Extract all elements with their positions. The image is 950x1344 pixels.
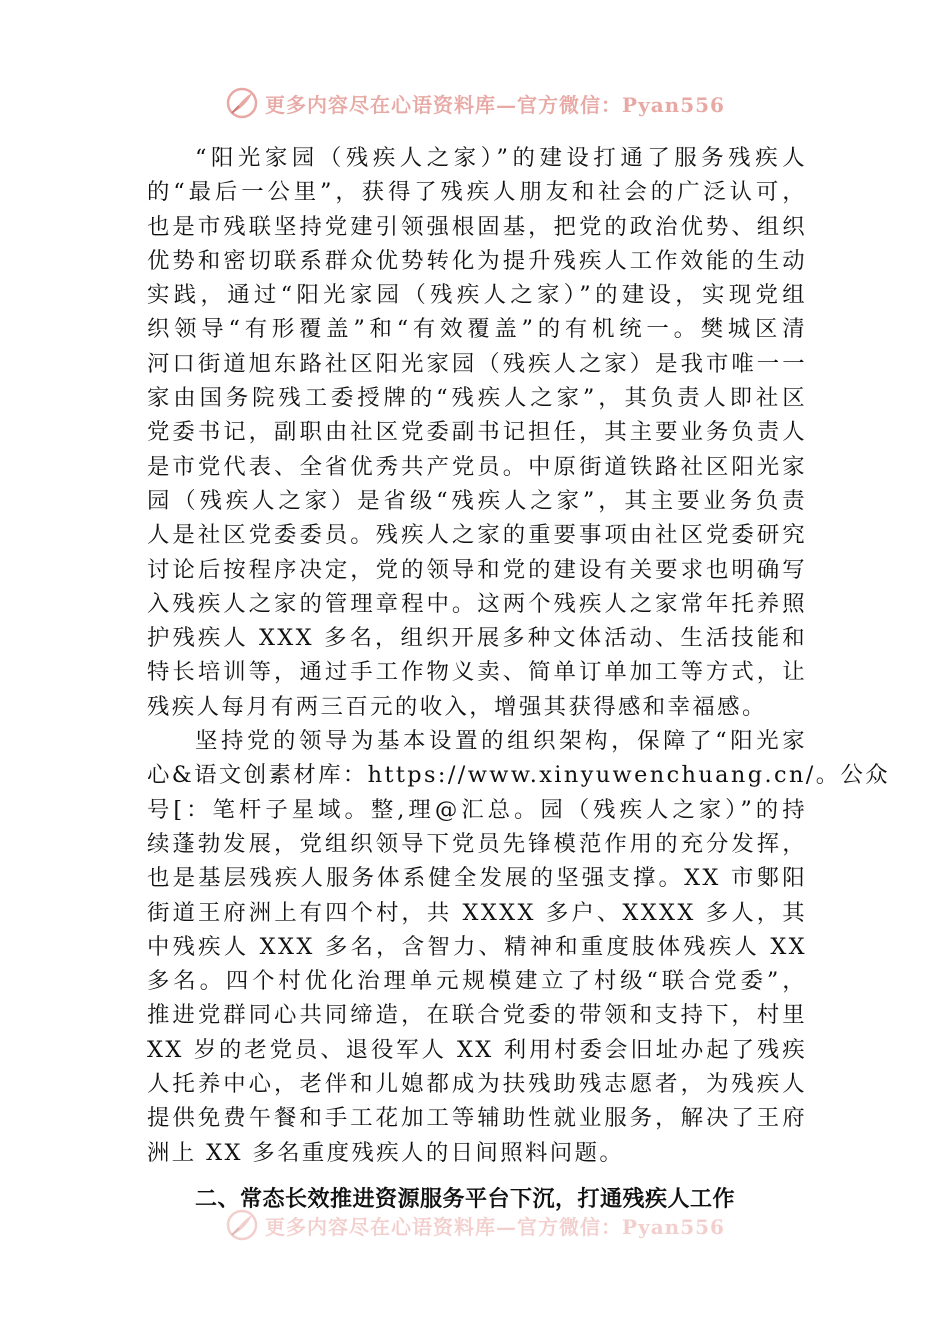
text-line: 多名。四个村优化治理单元规模建立了村级“联合党委”， <box>147 968 807 995</box>
text-line: 实践，通过“阳光家园（残疾人之家）”的建设，实现党组 <box>147 282 807 309</box>
text-line: 的“最后一公里”，获得了残疾人朋友和社会的广泛认可， <box>147 179 807 206</box>
text-line: 织领导“有形覆盖”和“有效覆盖”的有机统一。樊城区清 <box>147 316 807 343</box>
paragraph-2 <box>147 724 891 1170</box>
text-line: 是市党代表、全省优秀共产党员。中原街道铁路社区阳光家 <box>147 453 807 480</box>
text-line: 人托养中心，老伴和儿媳都成为扶残助残志愿者，为残疾人 <box>147 1071 807 1098</box>
text-line: 心&语文创素材库：https://www.xinyuwenchuang.cn/。公众 <box>147 762 891 789</box>
watermark-text: 更多内容尽在心语资料库—官方微信：Pyan556 <box>265 92 725 117</box>
text-line: 护残疾人 XXX 多名，组织开展多种文体活动、生活技能和 <box>147 625 807 652</box>
text-line: XX 岁的老党员、退役军人 XX 利用村委会旧址办起了残疾 <box>147 1036 807 1063</box>
text-line: 续蓬勃发展，党组织领导下党员先锋模范作用的充分发挥， <box>147 830 807 857</box>
paragraph-1 <box>147 141 807 724</box>
text-line: 号[：笔杆子星域。整,理@汇总。园（残疾人之家）”的持 <box>147 796 807 823</box>
text-line: 优势和密切联系群众优势转化为提升残疾人工作效能的生动 <box>147 247 807 274</box>
text-line: 人是社区党委委员。残疾人之家的重要事项由社区党委研究 <box>147 522 807 549</box>
section-heading: 二、常态长效推进资源服务平台下沉，打通残疾人工作 <box>195 1187 736 1212</box>
text-line: 洲上 XX 多名重度残疾人的日间照料问题。 <box>147 1139 625 1166</box>
text-line: 特长培训等，通过手工作物义卖、简单订单加工等方式，让 <box>147 659 807 686</box>
text-line: 河口街道旭东路社区阳光家园（残疾人之家）是我市唯一一 <box>147 350 807 377</box>
text-line: 提供免费午餐和手工花加工等辅助性就业服务，解决了王府 <box>147 1105 807 1132</box>
feather-logo-icon <box>225 1208 259 1242</box>
text-line: 残疾人每月有两三百元的收入，增强其获得感和幸福感。 <box>147 693 767 720</box>
text-line: 党委书记，副职由社区党委副书记担任，其主要业务负责人 <box>147 419 807 446</box>
text-line: 中残疾人 XXX 多名，含智力、精神和重度肢体残疾人 XX <box>147 933 807 960</box>
text-line: 也是基层残疾人服务体系健全发展的坚强支撑。XX 市鄋阳 <box>147 865 807 892</box>
text-line: 入残疾人之家的管理章程中。这两个残疾人之家常年托养照 <box>147 590 807 617</box>
text-line: 也是市残联坚持党建引领强根固基，把党的政治优势、组织 <box>147 213 807 240</box>
watermark-footer <box>0 1208 950 1242</box>
feather-logo-icon <box>225 86 259 120</box>
text-line: 讨论后按程序决定，党的领导和党的建设有关要求也明确写 <box>147 556 807 583</box>
text-line: 推进党群同心共同缔造，在联合党委的带领和支持下，村里 <box>147 1002 807 1029</box>
watermark-text: 更多内容尽在心语资料库—官方微信：Pyan556 <box>265 1214 725 1239</box>
text-line: 园（残疾人之家）是省级“残疾人之家”，其主要业务负责 <box>147 487 807 514</box>
text-line: 街道王府洲上有四个村，共 XXXX 多户、XXXX 多人，其 <box>147 899 807 926</box>
text-line: 坚持党的领导为基本设置的组织架构，保障了“阳光家 <box>195 728 807 755</box>
text-line: 家由国务院残工委授牌的“残疾人之家”，其负责人即社区 <box>147 385 807 412</box>
text-line: “阳光家园（残疾人之家）”的建设打通了服务残疾人 <box>195 145 807 171</box>
watermark-header <box>0 86 950 120</box>
body-text <box>147 141 891 1170</box>
